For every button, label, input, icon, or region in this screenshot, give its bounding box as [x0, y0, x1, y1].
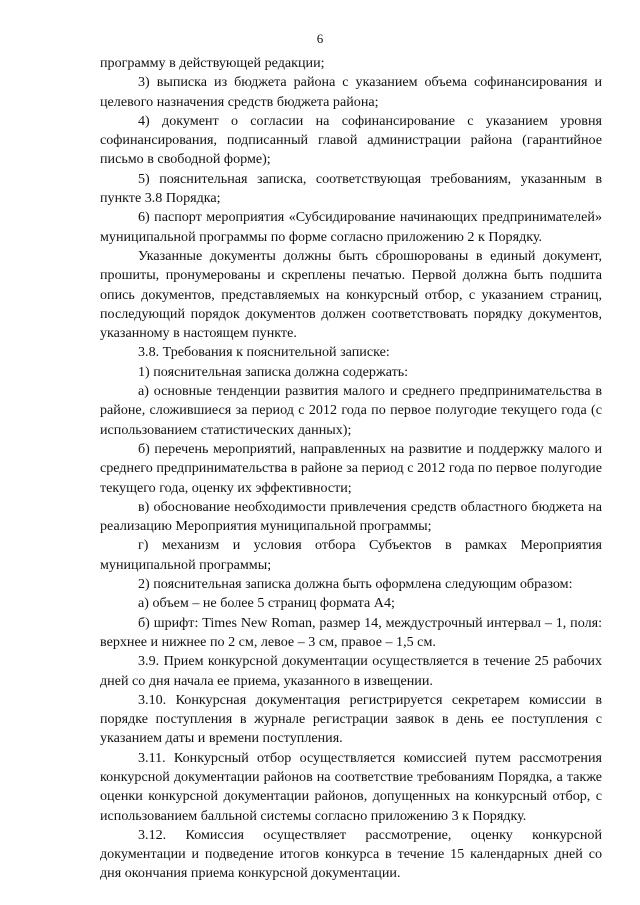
section-3-11: 3.11. Конкурсный отбор осуществляется комиссией путем рассмотрения конкурсной документации районов на соответствие требованиям Порядка, а также оценки конкурсной документации районов, допущенных на конкурсный отбор, с использованием балльной системы согласно приложению 3 к Порядку.: [100, 749, 602, 824]
paragraph-format-a: а) объем – не более 5 страниц формата А4;: [138, 595, 395, 612]
paragraph-continuation: программу в действующей редакции;: [100, 55, 325, 71]
paragraph-item-4: 4) документ о согласии на софинансирование с указанием уровня софинансирования, подписанный главой администрации района (гарантийное письмо в свободной форме);: [100, 112, 602, 168]
paragraph-format-b: б) шрифт: Times New Roman, размер 14, междустрочный интервал – 1, поля: верхнее и нижнее по 2 см, левое – 3 см, правое – 1,5 см.: [100, 614, 602, 650]
paragraph-note-content: 1) пояснительная записка должна содержать:: [138, 363, 409, 380]
paragraph-item-6: 6) паспорт мероприятия «Субсидирование начинающих предпринимателей» муниципальной программы по форме согласно приложению 2 к Порядку.: [100, 209, 602, 245]
paragraph-note-format: 2) пояснительная записка должна быть оформлена следующим образом:: [138, 576, 573, 593]
paragraph-note-g: г) механизм и условия отбора Субъектов в рамках Мероприятия муниципальной программы;: [100, 537, 602, 573]
section-3-9: 3.9. Прием конкурсной документации осуществляется в течение 25 рабочих дней со дня начала ее приема, указанного в извещении.: [100, 653, 602, 689]
paragraph-binding-requirements: Указанные документы должны быть сброшюрованы в единый документ, прошиты, пронумерованы и скреплены печатью. Первой должна быть подшита опись документов, представляемых на конкурсный отбор, с указанием страниц, последующий порядок документов должен соответствовать порядку документов, указанному в настоящем пункте.: [100, 247, 602, 342]
paragraph-item-5: 5) пояснительная записка, соответствующая требованиям, указанным в пункте 3.8 Порядка;: [100, 170, 602, 207]
paragraph-note-a: а) основные тенденции развития малого и среднего предпринимательства в районе, сложившиеся за период с 2012 года по первое полугодие текущего года (с использованием статистических данных);: [100, 383, 602, 438]
paragraph-item-3: 3) выписка из бюджета района с указанием объема софинансирования и целевого назначения средств бюджета района;: [100, 74, 602, 110]
section-3-8-heading: 3.8. Требования к пояснительной записке:: [138, 344, 390, 361]
paragraph-note-v: в) обоснование необходимости привлечения средств областного бюджета на реализацию Мероприятия муниципальной программы;: [100, 498, 602, 535]
paragraph-note-b: б) перечень мероприятий, направленных на развитие и поддержку малого и среднего предпринимательства в районе за период с 2012 года по первое полугодие текущего года, оценку их эффективности;: [100, 440, 602, 496]
document-body: [100, 54, 602, 884]
page-number: 6: [316, 31, 324, 46]
section-3-12: 3.12. Комиссия осуществляет рассмотрение, оценку конкурсной документации и подведение итогов конкурса в течение 15 календарных дней со дня окончания приема конкурсной документации.: [100, 826, 602, 882]
section-3-10: 3.10. Конкурсная документация регистрируется секретарем комиссии в порядке поступления в журнале регистрации заявок в день ее поступления с указанием даты и времени поступления.: [100, 691, 602, 747]
